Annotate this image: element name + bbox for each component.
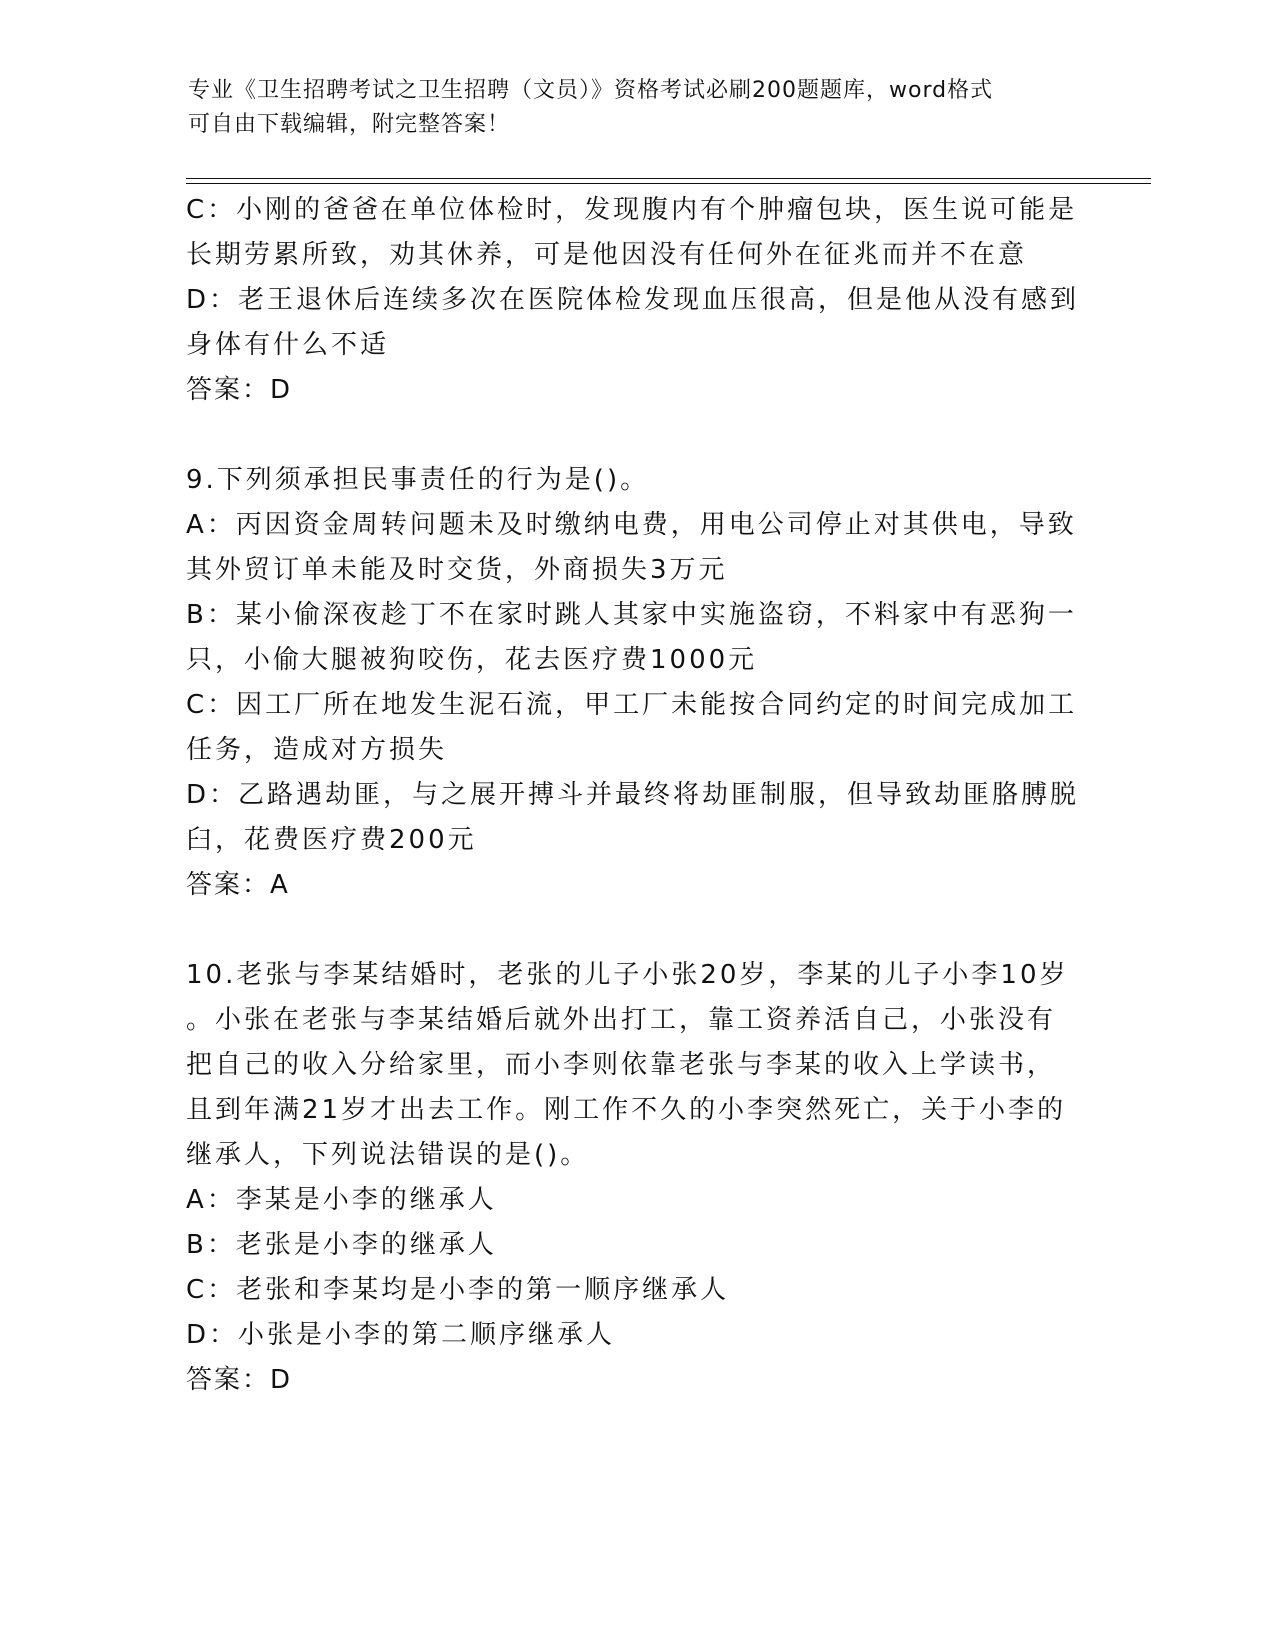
q8-option-d-line-1: D：老王退休后连续多次在医院体检发现血压很高，但是他从没有感到 [186, 285, 1080, 315]
q10-question-line-1: 10.老张与李某结婚时，老张的儿子小张20岁，李某的儿子小李10岁 [186, 960, 1069, 990]
q9-option-a-line-1: A：丙因资金周转问题未及时缴纳电费，用电公司停止对其供电，导致 [186, 510, 1077, 540]
q8-option-d-line-2: 身体有什么不适 [186, 330, 390, 360]
document-header [188, 74, 1068, 142]
spacer [186, 908, 1076, 953]
header-line-1: 专业《卫生招聘考试之卫生招聘（文员）》资格考试必刷200题题库，word格式 [188, 78, 994, 103]
q10-question-line-3: 把自己的收入分给家里，而小李则依靠老张与李某的收入上学读书， [186, 1050, 1057, 1080]
question-8-continued [186, 188, 1080, 413]
q8-option-c-line-1: C：小刚的爸爸在单位体检时，发现腹内有个肿瘤包块，医生说可能是 [186, 195, 1078, 225]
header-line-2: 可自由下载编辑，附完整答案！ [188, 112, 511, 137]
q9-option-c-line-1: C：因工厂所在地发生泥石流，甲工厂未能按合同约定的时间完成加工 [186, 690, 1078, 720]
q10-option-d: D：小张是小李的第二顺序继承人 [186, 1320, 616, 1350]
header-divider-bottom [186, 183, 1151, 184]
q9-option-c-line-2: 任务，造成对方损失 [186, 735, 448, 765]
q9-answer: 答案：A [186, 870, 290, 900]
question-9 [186, 458, 1080, 908]
document-body [186, 188, 1080, 1403]
spacer [186, 413, 1076, 458]
q9-option-b-line-1: B：某小偷深夜趁丁不在家时跳人其家中实施盗窃，不料家中有恶狗一 [186, 600, 1077, 630]
q9-question: 9.下列须承担民事责任的行为是()。 [186, 465, 650, 495]
q10-answer: 答案：D [186, 1365, 293, 1395]
q10-question-line-4: 且到年满21岁才出去工作。刚工作不久的小李突然死亡，关于小李的 [186, 1095, 1067, 1125]
header-divider-top [186, 178, 1151, 179]
q9-option-d-line-2: 臼，花费医疗费200元 [186, 825, 477, 855]
q8-option-c-line-2: 长期劳累所致，劝其休养，可是他因没有任何外在征兆而并不在意 [186, 240, 1028, 270]
q10-option-b: B：老张是小李的继承人 [186, 1230, 497, 1260]
q9-option-d-line-1: D：乙路遇劫匪，与之展开搏斗并最终将劫匪制服，但导致劫匪胳膊脱 [186, 780, 1080, 810]
q10-question-line-2: 。小张在老张与李某结婚后就外出打工，靠工资养活自己，小张没有 [186, 1005, 1057, 1035]
q10-option-a: A：李某是小李的继承人 [186, 1185, 497, 1215]
q8-answer: 答案：D [186, 375, 293, 405]
q10-option-c: C：老张和李某均是小李的第一顺序继承人 [186, 1275, 730, 1305]
q9-option-b-line-2: 只，小偷大腿被狗咬伤，花去医疗费1000元 [186, 645, 758, 675]
q9-option-a-line-2: 其外贸订单未能及时交货，外商损失3万元 [186, 555, 728, 585]
question-10 [186, 953, 1076, 1403]
q10-question-line-5: 继承人，下列说法错误的是()。 [186, 1140, 590, 1170]
